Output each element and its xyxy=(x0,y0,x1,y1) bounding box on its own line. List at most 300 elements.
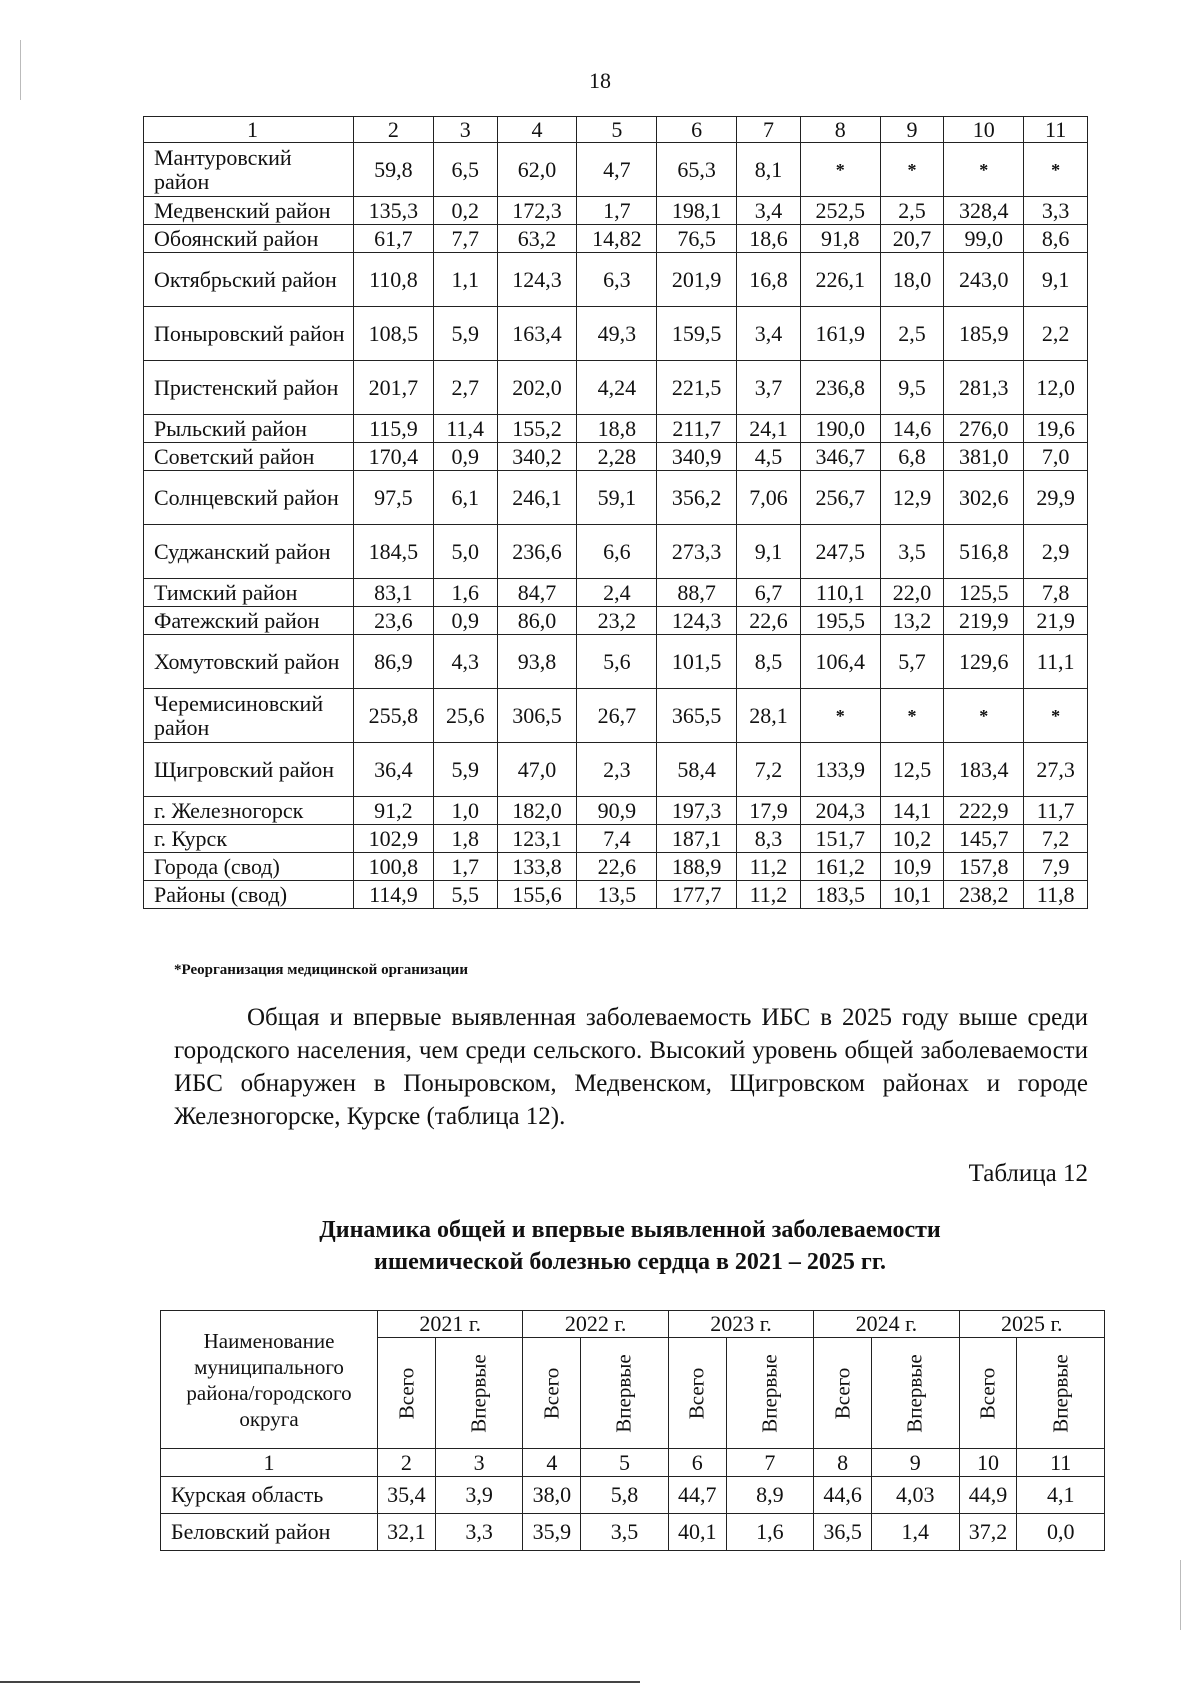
district-name-cell: Мантуровский район xyxy=(144,143,354,197)
value-cell: 219,9 xyxy=(944,607,1024,635)
value-cell: 183,5 xyxy=(800,881,880,909)
value-cell: 38,0 xyxy=(523,1477,581,1514)
value-cell: 2,2 xyxy=(1024,307,1088,361)
value-cell: 22,0 xyxy=(880,579,944,607)
new-cases-subheader xyxy=(726,1338,814,1449)
value-cell: 4,1 xyxy=(1017,1477,1105,1514)
value-cell: 161,2 xyxy=(800,853,880,881)
value-cell: 86,9 xyxy=(354,635,434,689)
table-row xyxy=(144,579,1088,607)
value-cell: 10,9 xyxy=(880,853,944,881)
value-cell: 247,5 xyxy=(800,525,880,579)
value-cell: 276,0 xyxy=(944,415,1024,443)
column-number-cell: 1 xyxy=(144,117,354,143)
table-row xyxy=(144,797,1088,825)
value-cell: 163,4 xyxy=(497,307,577,361)
column-number-cell: 11 xyxy=(1017,1449,1105,1477)
value-cell: 36,4 xyxy=(354,743,434,797)
value-cell: 83,1 xyxy=(354,579,434,607)
value-cell: 26,7 xyxy=(577,689,657,743)
value-cell: * xyxy=(800,689,880,743)
value-cell: 20,7 xyxy=(880,225,944,253)
value-cell: 133,9 xyxy=(800,743,880,797)
value-cell: 6,7 xyxy=(737,579,801,607)
value-cell: 273,3 xyxy=(657,525,737,579)
column-number-cell: 3 xyxy=(435,1449,523,1477)
value-cell: 14,1 xyxy=(880,797,944,825)
column-number-cell: 2 xyxy=(354,117,434,143)
value-cell: 59,1 xyxy=(577,471,657,525)
value-cell: 7,8 xyxy=(1024,579,1088,607)
district-name-cell: Солнцевский район xyxy=(144,471,354,525)
value-cell: 356,2 xyxy=(657,471,737,525)
value-cell: 516,8 xyxy=(944,525,1024,579)
table-row xyxy=(144,525,1088,579)
value-cell: 9,5 xyxy=(880,361,944,415)
value-cell: 49,3 xyxy=(577,307,657,361)
table-row xyxy=(144,825,1088,853)
value-cell: 12,0 xyxy=(1024,361,1088,415)
value-cell: 99,0 xyxy=(944,225,1024,253)
value-cell: 7,0 xyxy=(1024,443,1088,471)
table-row xyxy=(161,1477,1105,1514)
table-row xyxy=(144,253,1088,307)
value-cell: 1,6 xyxy=(433,579,497,607)
value-cell: 35,4 xyxy=(378,1477,436,1514)
value-cell: 188,9 xyxy=(657,853,737,881)
value-cell: * xyxy=(880,143,944,197)
value-cell: 1,6 xyxy=(726,1514,814,1551)
district-name-cell: Рыльский район xyxy=(144,415,354,443)
table-row xyxy=(144,607,1088,635)
value-cell: 190,0 xyxy=(800,415,880,443)
value-cell: * xyxy=(880,689,944,743)
column-number-cell: 2 xyxy=(378,1449,436,1477)
table-row xyxy=(144,143,1088,197)
value-cell: 4,7 xyxy=(577,143,657,197)
paragraph-text: Общая и впервые выявленная заболеваемость ИБС в 2025 году выше среди городского населения, чем среди сельского. Высокий уровень общей заболеваемости ИБС обнаружен в Поныровском, Медвенском, Щигровском районах и городе Железногорске, Курске (таблица 12). xyxy=(174,1004,1088,1130)
value-cell: 18,0 xyxy=(880,253,944,307)
value-cell: 21,9 xyxy=(1024,607,1088,635)
value-cell: 155,6 xyxy=(497,881,577,909)
value-cell: 197,3 xyxy=(657,797,737,825)
value-cell: 172,3 xyxy=(497,197,577,225)
district-name-cell: Города (свод) xyxy=(144,853,354,881)
total-subheader xyxy=(814,1338,872,1449)
column-number-cell: 6 xyxy=(668,1449,726,1477)
value-cell: 9,1 xyxy=(1024,253,1088,307)
district-name-cell: Беловский район xyxy=(161,1514,378,1551)
value-cell: 19,6 xyxy=(1024,415,1088,443)
table-row xyxy=(144,307,1088,361)
value-cell: 7,9 xyxy=(1024,853,1088,881)
value-cell: 3,4 xyxy=(737,307,801,361)
value-cell: 35,9 xyxy=(523,1514,581,1551)
total-subheader xyxy=(959,1338,1017,1449)
total-subheader xyxy=(668,1338,726,1449)
district-name-cell: Черемисиновский район xyxy=(144,689,354,743)
value-cell: 125,5 xyxy=(944,579,1024,607)
table-row xyxy=(144,443,1088,471)
value-cell: 346,7 xyxy=(800,443,880,471)
district-name-cell: Курская область xyxy=(161,1477,378,1514)
value-cell: 3,4 xyxy=(737,197,801,225)
column-number-cell: 9 xyxy=(872,1449,960,1477)
value-cell: 3,9 xyxy=(435,1477,523,1514)
value-cell: 5,7 xyxy=(880,635,944,689)
value-cell: 110,8 xyxy=(354,253,434,307)
value-cell: 306,5 xyxy=(497,689,577,743)
value-cell: 17,9 xyxy=(737,797,801,825)
value-cell: 161,9 xyxy=(800,307,880,361)
value-cell: 32,1 xyxy=(378,1514,436,1551)
value-cell: 23,6 xyxy=(354,607,434,635)
column-number-cell: 1 xyxy=(161,1449,378,1477)
value-cell: 5,6 xyxy=(577,635,657,689)
value-cell: 340,2 xyxy=(497,443,577,471)
rotated-label: Впервые xyxy=(466,1354,491,1433)
value-cell: 5,9 xyxy=(433,743,497,797)
value-cell: 2,5 xyxy=(880,197,944,225)
value-cell: 11,1 xyxy=(1024,635,1088,689)
value-cell: 22,6 xyxy=(577,853,657,881)
value-cell: 7,2 xyxy=(1024,825,1088,853)
value-cell: 256,7 xyxy=(800,471,880,525)
column-number-row xyxy=(161,1449,1105,1477)
value-cell: 2,3 xyxy=(577,743,657,797)
value-cell: 91,8 xyxy=(800,225,880,253)
value-cell: 108,5 xyxy=(354,307,434,361)
value-cell: 7,7 xyxy=(433,225,497,253)
value-cell: 91,2 xyxy=(354,797,434,825)
value-cell: 40,1 xyxy=(668,1514,726,1551)
column-number-cell: 3 xyxy=(433,117,497,143)
value-cell: 281,3 xyxy=(944,361,1024,415)
district-name-cell: Медвенский район xyxy=(144,197,354,225)
rotated-label: Впервые xyxy=(757,1354,782,1433)
total-subheader xyxy=(523,1338,581,1449)
value-cell: 195,5 xyxy=(800,607,880,635)
value-cell: 145,7 xyxy=(944,825,1024,853)
rotated-label: Впервые xyxy=(902,1354,927,1433)
value-cell: 47,0 xyxy=(497,743,577,797)
value-cell: 11,4 xyxy=(433,415,497,443)
year-header-cell: 2023 г. xyxy=(668,1311,813,1338)
column-number-cell: 6 xyxy=(657,117,737,143)
value-cell: 4,3 xyxy=(433,635,497,689)
district-name-cell: Октябрьский район xyxy=(144,253,354,307)
value-cell: 155,2 xyxy=(497,415,577,443)
name-column-header: Наименование муниципального района/городского округа xyxy=(161,1311,378,1449)
value-cell: 252,5 xyxy=(800,197,880,225)
column-number-cell: 7 xyxy=(726,1449,814,1477)
value-cell: 129,6 xyxy=(944,635,1024,689)
value-cell: 5,8 xyxy=(581,1477,669,1514)
value-cell: 6,3 xyxy=(577,253,657,307)
table-row xyxy=(144,881,1088,909)
value-cell: 3,3 xyxy=(435,1514,523,1551)
rotated-label: Всего xyxy=(975,1367,1000,1420)
value-cell: 226,1 xyxy=(800,253,880,307)
value-cell: 5,9 xyxy=(433,307,497,361)
year-header-cell: 2022 г. xyxy=(523,1311,668,1338)
value-cell: 1,7 xyxy=(577,197,657,225)
value-cell: 3,7 xyxy=(737,361,801,415)
value-cell: 13,5 xyxy=(577,881,657,909)
value-cell: 198,1 xyxy=(657,197,737,225)
value-cell: * xyxy=(944,143,1024,197)
table-row xyxy=(144,635,1088,689)
value-cell: 151,7 xyxy=(800,825,880,853)
value-cell: * xyxy=(1024,689,1088,743)
value-cell: 44,7 xyxy=(668,1477,726,1514)
value-cell: 22,6 xyxy=(737,607,801,635)
year-header-cell: 2025 г. xyxy=(959,1311,1104,1338)
value-cell: 185,9 xyxy=(944,307,1024,361)
value-cell: 44,9 xyxy=(959,1477,1017,1514)
district-name-cell: Поныровский район xyxy=(144,307,354,361)
value-cell: 114,9 xyxy=(354,881,434,909)
value-cell: 8,1 xyxy=(737,143,801,197)
column-number-cell: 10 xyxy=(959,1449,1017,1477)
value-cell: 2,5 xyxy=(880,307,944,361)
value-cell: 302,6 xyxy=(944,471,1024,525)
rotated-label: Впервые xyxy=(1048,1354,1073,1433)
value-cell: 28,1 xyxy=(737,689,801,743)
value-cell: 84,7 xyxy=(497,579,577,607)
value-cell: 159,5 xyxy=(657,307,737,361)
value-cell: 1,1 xyxy=(433,253,497,307)
value-cell: 59,8 xyxy=(354,143,434,197)
value-cell: 2,28 xyxy=(577,443,657,471)
value-cell: 170,4 xyxy=(354,443,434,471)
value-cell: * xyxy=(944,689,1024,743)
value-cell: 1,4 xyxy=(872,1514,960,1551)
value-cell: 8,9 xyxy=(726,1477,814,1514)
value-cell: 211,7 xyxy=(657,415,737,443)
table-label: Таблица 12 xyxy=(968,1160,1088,1187)
table-row xyxy=(144,471,1088,525)
column-number-cell: 5 xyxy=(577,117,657,143)
value-cell: 221,5 xyxy=(657,361,737,415)
value-cell: 61,7 xyxy=(354,225,434,253)
value-cell: 3,3 xyxy=(1024,197,1088,225)
new-cases-subheader xyxy=(872,1338,960,1449)
column-number-cell: 10 xyxy=(944,117,1024,143)
value-cell: 44,6 xyxy=(814,1477,872,1514)
value-cell: 236,6 xyxy=(497,525,577,579)
table-row xyxy=(144,361,1088,415)
body-paragraph xyxy=(174,1001,1088,1133)
value-cell: 246,1 xyxy=(497,471,577,525)
rotated-label: Впервые xyxy=(612,1354,637,1433)
district-name-cell: Советский район xyxy=(144,443,354,471)
table-row xyxy=(144,225,1088,253)
column-number-cell: 8 xyxy=(814,1449,872,1477)
value-cell: 124,3 xyxy=(497,253,577,307)
value-cell: 255,8 xyxy=(354,689,434,743)
value-cell: 11,8 xyxy=(1024,881,1088,909)
value-cell: 236,8 xyxy=(800,361,880,415)
column-number-cell: 9 xyxy=(880,117,944,143)
table-row xyxy=(161,1514,1105,1551)
value-cell: 24,1 xyxy=(737,415,801,443)
page-bottom-rule xyxy=(0,1681,640,1683)
value-cell: 16,8 xyxy=(737,253,801,307)
value-cell: 115,9 xyxy=(354,415,434,443)
table-title-line: ишемической болезнью сердца в 2021 – 2025 гг. xyxy=(373,1249,887,1275)
value-cell: 3,5 xyxy=(880,525,944,579)
district-name-cell: г. Курск xyxy=(144,825,354,853)
value-cell: 93,8 xyxy=(497,635,577,689)
value-cell: 238,2 xyxy=(944,881,1024,909)
value-cell: 37,2 xyxy=(959,1514,1017,1551)
value-cell: 1,0 xyxy=(433,797,497,825)
rotated-label: Всего xyxy=(830,1367,855,1420)
table-row xyxy=(144,197,1088,225)
value-cell: 5,0 xyxy=(433,525,497,579)
value-cell: 381,0 xyxy=(944,443,1024,471)
value-cell: 86,0 xyxy=(497,607,577,635)
value-cell: 11,7 xyxy=(1024,797,1088,825)
value-cell: 6,1 xyxy=(433,471,497,525)
value-cell: * xyxy=(800,143,880,197)
value-cell: 12,9 xyxy=(880,471,944,525)
year-header-cell: 2021 г. xyxy=(378,1311,523,1338)
district-name-cell: Хомутовский район xyxy=(144,635,354,689)
district-data-table xyxy=(143,116,1088,909)
value-cell: 6,8 xyxy=(880,443,944,471)
value-cell: 2,4 xyxy=(577,579,657,607)
rotated-label: Всего xyxy=(684,1367,709,1420)
value-cell: 8,3 xyxy=(737,825,801,853)
value-cell: 23,2 xyxy=(577,607,657,635)
value-cell: 101,5 xyxy=(657,635,737,689)
value-cell: 6,6 xyxy=(577,525,657,579)
value-cell: 14,6 xyxy=(880,415,944,443)
district-name-cell: Щигровский район xyxy=(144,743,354,797)
value-cell: * xyxy=(1024,143,1088,197)
year-header-cell: 2024 г. xyxy=(814,1311,959,1338)
value-cell: 177,7 xyxy=(657,881,737,909)
value-cell: 0,9 xyxy=(433,607,497,635)
value-cell: 11,2 xyxy=(737,881,801,909)
value-cell: 29,9 xyxy=(1024,471,1088,525)
value-cell: 2,9 xyxy=(1024,525,1088,579)
value-cell: 106,4 xyxy=(800,635,880,689)
table-title-line: Динамика общей и впервые выявленной заболеваемости xyxy=(319,1217,941,1243)
total-subheader xyxy=(378,1338,436,1449)
value-cell: 4,5 xyxy=(737,443,801,471)
value-cell: 7,4 xyxy=(577,825,657,853)
value-cell: 4,24 xyxy=(577,361,657,415)
table-row xyxy=(144,689,1088,743)
value-cell: 18,8 xyxy=(577,415,657,443)
value-cell: 8,5 xyxy=(737,635,801,689)
value-cell: 97,5 xyxy=(354,471,434,525)
value-cell: 5,5 xyxy=(433,881,497,909)
value-cell: 3,5 xyxy=(581,1514,669,1551)
value-cell: 202,0 xyxy=(497,361,577,415)
rotated-label: Всего xyxy=(539,1367,564,1420)
value-cell: 1,7 xyxy=(433,853,497,881)
page-number: 18 xyxy=(589,68,611,93)
value-cell: 58,4 xyxy=(657,743,737,797)
district-name-cell: Суджанский район xyxy=(144,525,354,579)
value-cell: 133,8 xyxy=(497,853,577,881)
value-cell: 222,9 xyxy=(944,797,1024,825)
value-cell: 0,9 xyxy=(433,443,497,471)
value-cell: 36,5 xyxy=(814,1514,872,1551)
value-cell: 0,0 xyxy=(1017,1514,1105,1551)
value-cell: 6,5 xyxy=(433,143,497,197)
value-cell: 4,03 xyxy=(872,1477,960,1514)
value-cell: 65,3 xyxy=(657,143,737,197)
new-cases-subheader xyxy=(581,1338,669,1449)
value-cell: 157,8 xyxy=(944,853,1024,881)
district-name-cell: г. Железногорск xyxy=(144,797,354,825)
value-cell: 201,9 xyxy=(657,253,737,307)
value-cell: 124,3 xyxy=(657,607,737,635)
year-header-row xyxy=(161,1311,1105,1338)
value-cell: 102,9 xyxy=(354,825,434,853)
value-cell: 7,06 xyxy=(737,471,801,525)
column-number-cell: 7 xyxy=(737,117,801,143)
value-cell: 27,3 xyxy=(1024,743,1088,797)
district-name-cell: Обоянский район xyxy=(144,225,354,253)
footnote: *Реорганизация медицинской организации xyxy=(174,962,468,978)
value-cell: 365,5 xyxy=(657,689,737,743)
value-cell: 13,2 xyxy=(880,607,944,635)
value-cell: 243,0 xyxy=(944,253,1024,307)
value-cell: 63,2 xyxy=(497,225,577,253)
district-name-cell: Районы (свод) xyxy=(144,881,354,909)
value-cell: 1,8 xyxy=(433,825,497,853)
column-number-cell: 4 xyxy=(523,1449,581,1477)
value-cell: 9,1 xyxy=(737,525,801,579)
table-row xyxy=(144,415,1088,443)
value-cell: 340,9 xyxy=(657,443,737,471)
value-cell: 8,6 xyxy=(1024,225,1088,253)
table-header-row xyxy=(144,117,1088,143)
value-cell: 184,5 xyxy=(354,525,434,579)
table-row xyxy=(144,743,1088,797)
value-cell: 7,2 xyxy=(737,743,801,797)
value-cell: 204,3 xyxy=(800,797,880,825)
value-cell: 183,4 xyxy=(944,743,1024,797)
column-number-cell: 5 xyxy=(581,1449,669,1477)
value-cell: 0,2 xyxy=(433,197,497,225)
district-name-cell: Тимский район xyxy=(144,579,354,607)
value-cell: 187,1 xyxy=(657,825,737,853)
new-cases-subheader xyxy=(435,1338,523,1449)
ibs-dynamics-table xyxy=(160,1310,1105,1551)
value-cell: 182,0 xyxy=(497,797,577,825)
value-cell: 62,0 xyxy=(497,143,577,197)
table-row xyxy=(144,853,1088,881)
value-cell: 12,5 xyxy=(880,743,944,797)
value-cell: 76,5 xyxy=(657,225,737,253)
value-cell: 2,7 xyxy=(433,361,497,415)
table-title xyxy=(220,1214,1040,1278)
value-cell: 10,2 xyxy=(880,825,944,853)
value-cell: 201,7 xyxy=(354,361,434,415)
value-cell: 100,8 xyxy=(354,853,434,881)
value-cell: 328,4 xyxy=(944,197,1024,225)
value-cell: 135,3 xyxy=(354,197,434,225)
value-cell: 110,1 xyxy=(800,579,880,607)
column-number-cell: 4 xyxy=(497,117,577,143)
